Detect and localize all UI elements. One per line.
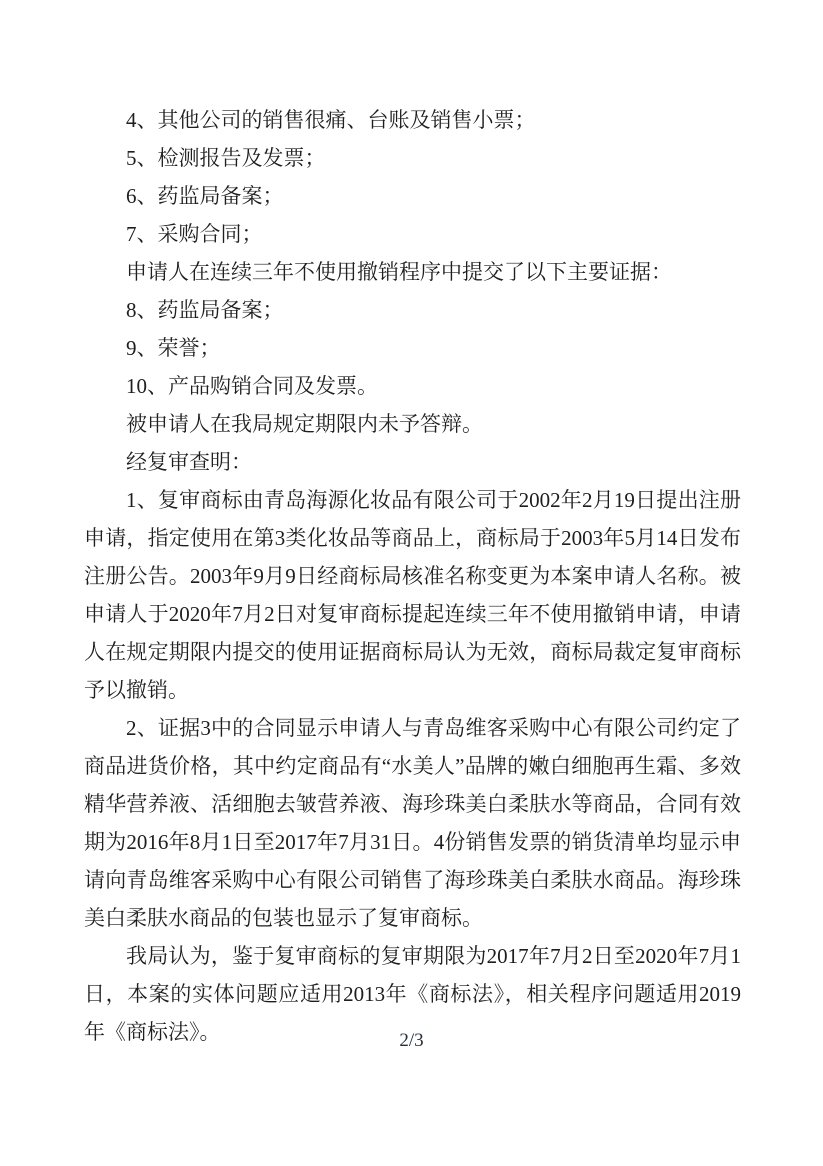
evidence-list-item-9: 9、荣誉； bbox=[126, 336, 221, 360]
finding-paragraph-1: 1、复审商标由青岛海源化妆品有限公司于2002年2月19日提出注册申请，指定使用在第3类化妆品等商品上，商标局于2003年5月14日发布注册公告。2003年9月9日经商标局核准名称变更为本案申请人名称。被申请人于2020年7月2日对复审商标提起连续三年不使用撤销申请，申请人在规定期限内提交的使用证据商标局认为无效，商标局裁定复审商标予以撤销。 bbox=[84, 488, 741, 702]
evidence-list-item-6: 6、药监局备案； bbox=[126, 184, 284, 208]
review-findings-heading: 经复审查明： bbox=[126, 450, 252, 474]
bureau-opinion-paragraph: 我局认为，鉴于复审商标的复审期限为2017年7月2日至2020年7月1日，本案的实体问题应适用2013年《商标法》，相关程序问题适用2019年《商标法》。 bbox=[84, 944, 741, 1044]
respondent-no-reply-paragraph: 被申请人在我局规定期限内未予答辩。 bbox=[126, 412, 483, 436]
document-body bbox=[84, 101, 741, 1051]
evidence-intro-paragraph: 申请人在连续三年不使用撤销程序中提交了以下主要证据： bbox=[126, 260, 672, 284]
page-number: 2/3 bbox=[399, 1030, 424, 1051]
finding-paragraph-2: 2、证据3中的合同显示申请人与青岛维客采购中心有限公司约定了商品进货价格，其中约定商品有“水美人”品牌的嫩白细胞再生霜、多效精华营养液、活细胞去皱营养液、海珍珠美白柔肤水等商品，合同有效期为2016年8月1日至2017年7月31日。4份销售发票的销货清单均显示申请向青岛维客采购中心有限公司销售了海珍珠美白柔肤水商品。海珍珠美白柔肤水商品的包装也显示了复审商标。 bbox=[84, 716, 741, 930]
evidence-list-item-5: 5、检测报告及发票； bbox=[126, 146, 326, 170]
evidence-list-item-8: 8、药监局备案； bbox=[126, 298, 284, 322]
evidence-list-item-7: 7、采购合同； bbox=[126, 222, 263, 246]
evidence-list-item-4: 4、其他公司的销售很痛、台账及销售小票； bbox=[126, 108, 536, 132]
evidence-list-item-10: 10、产品购销合同及发票。 bbox=[126, 374, 378, 398]
